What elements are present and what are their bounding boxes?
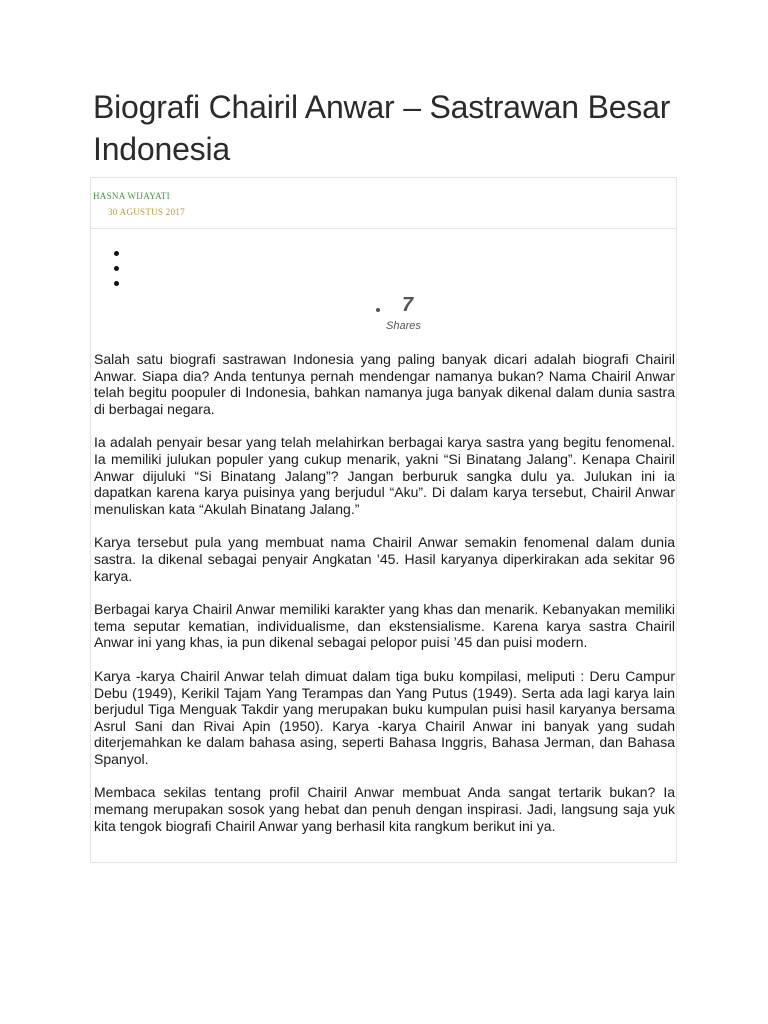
paragraph: Berbagai karya Chairil Anwar memiliki karakter yang khas dan menarik. Kebanyakan memiliki tema seputar kematian, individualisme, dan ekstensialisme. Karena karya sastra Chairil Anwar ini yang khas, ia pun dikenal sebagai pelopor puisi ’45 dan puisi modern. — [94, 601, 675, 651]
article-meta — [91, 178, 676, 229]
author-link[interactable]: HASNA WIJAYATI — [93, 191, 170, 201]
paragraph: Karya tersebut pula yang membuat nama Chairil Anwar semakin fenomenal dalam dunia sastra. Ia dikenal sebagai penyair Angkatan ’45. Hasil karyanya diperkirakan ada sekitar 96 karya. — [94, 534, 675, 584]
page-title: Biografi Chairil Anwar – Sastrawan Besar Indonesia — [93, 89, 671, 167]
share-button[interactable] — [114, 251, 119, 256]
paragraph: Membaca sekilas tentang profil Chairil Anwar membuat Anda sangat tertarik bukan? Ia memang merupakan sosok yang hebat dan penuh dengan inspirasi. Jadi, langsung saja yuk kita tengok biografi Chairil Anwar yang berhasil kita rangkum berikut ini ya. — [94, 784, 675, 834]
paragraph: Salah satu biografi sastrawan Indonesia yang paling banyak dicari adalah biografi Chairil Anwar. Siapa dia? Anda tentunya pernah mendengar namanya bukan? Nama Chairil Anwar telah begitu poopuler di Indonesia, bahkan namanya juga banyak dikenal dalam dunia sastra di berbagai negara. — [94, 351, 675, 417]
share-label: Shares — [386, 320, 421, 332]
share-buttons-list — [114, 251, 119, 296]
paragraph: Karya -karya Chairil Anwar telah dimuat dalam tiga buku kompilasi, meliputi : Deru Campur Debu (1949), Kerikil Tajam Yang Terampas dan Yang Putus (1949). Serta ada lagi karya lain berjudul Tiga Menguak Takdir yang merupakan buku kumpulan puisi hasil karyanya bersama Asrul Sani dan Rivai Apin (1950). Karya -karya Chairil Anwar ini banyak yang sudah diterjemahkan ke dalam bahasa asing, seperti Bahasa Inggris, Bahasa Jerman, dan Bahasa Spanyol. — [94, 667, 675, 767]
post-date: 30 AGUSTUS 2017 — [108, 207, 186, 217]
bullet-icon — [376, 308, 380, 312]
paragraph: Ia adalah penyair besar yang telah melahirkan berbagai karya sastra yang begitu fenomenal. Ia memiliki julukan populer yang cukup menarik, yakni “Si Binatang Jalang”. Kenapa Chairil Anwar dijuluki “Si Binatang Jalang”? Jangan berburuk sangka dulu ya. Julukan ini ia dapatkan karena karya puisinya yang berjudul “Aku”. Di dalam karya tersebut, Chairil Anwar menuliskan kata “Akulah Binatang Jalang.” — [94, 434, 675, 517]
share-button[interactable] — [114, 266, 119, 271]
share-button[interactable] — [114, 281, 119, 286]
article-container — [90, 177, 677, 863]
article-body — [94, 351, 675, 851]
share-count: 7 — [402, 294, 414, 316]
